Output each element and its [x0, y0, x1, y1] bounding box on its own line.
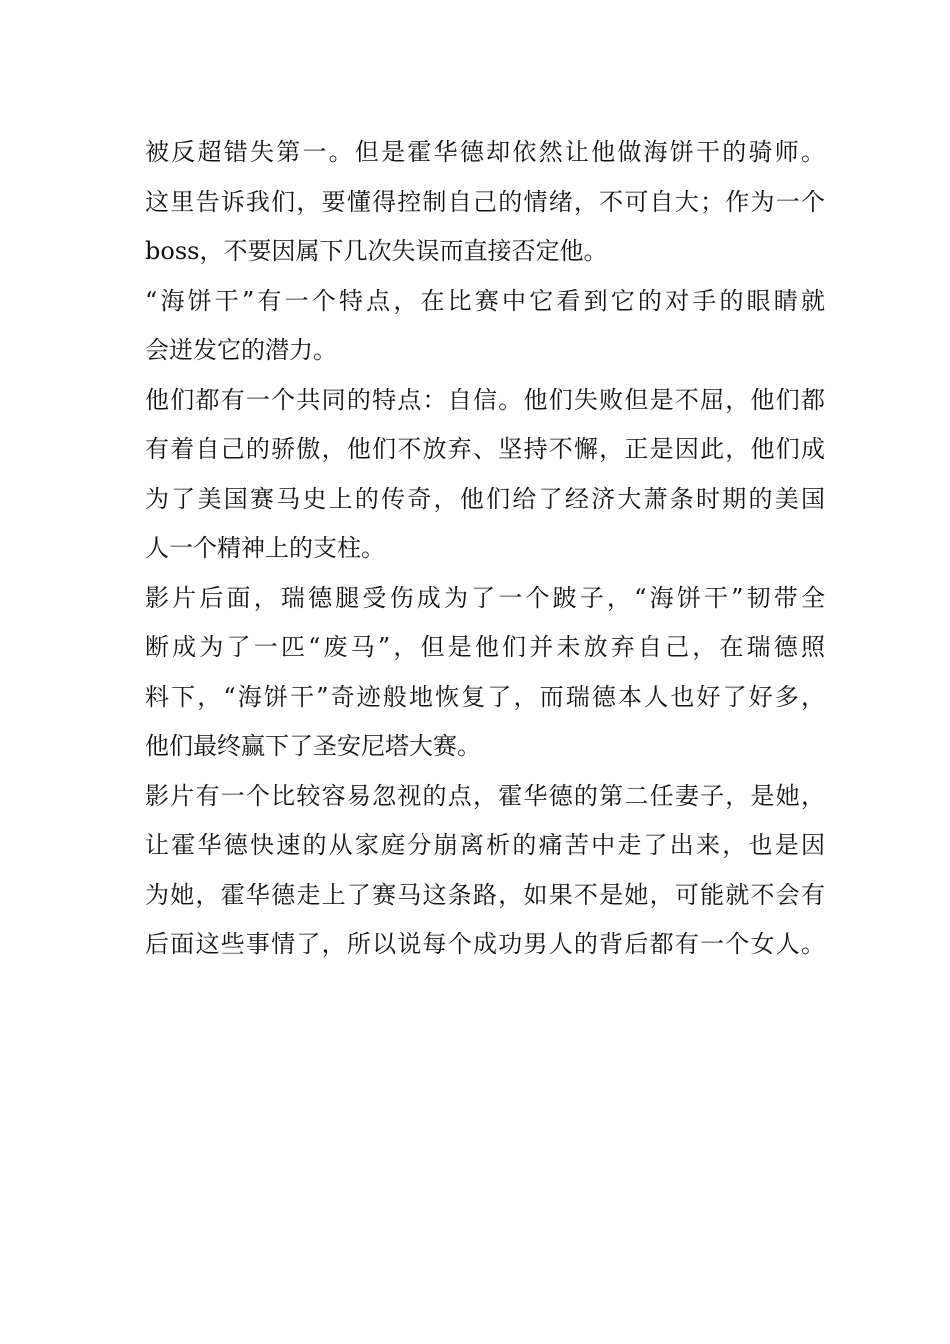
text-line: 后面这些事情了，所以说每个成功男人的背后都有一个女人。	[145, 930, 825, 958]
text-line: 让霍华德快速的从家庭分崩离析的痛苦中走了出来，也是因	[145, 831, 825, 859]
text-line: 人一个精神上的支柱。	[145, 534, 385, 562]
text-line: “海饼干”有一个特点，在比赛中它看到它的对手的眼睛就	[145, 286, 825, 315]
text-line: 影片后面，瑞德腿受伤成为了一个跛子，“海饼干”韧带全	[145, 583, 825, 612]
text-line: 影片有一个比较容易忽视的点，霍华德的第二任妻子，是她，	[145, 781, 825, 810]
body-text	[145, 128, 825, 970]
text-line: boss，不要因属下几次失误而直接否定他。	[145, 237, 608, 265]
text-line: 料下，“海饼干”奇迹般地恢复了，而瑞德本人也好了好多，	[145, 682, 825, 711]
text-line: 他们最终赢下了圣安尼塔大赛。	[145, 732, 481, 760]
text-line: 有着自己的骄傲，他们不放弃、坚持不懈，正是因此，他们成	[145, 435, 825, 463]
text-line: 他们都有一个共同的特点：自信。他们失败但是不屈，他们都	[145, 385, 825, 414]
text-line: 为了美国赛马史上的传奇，他们给了经济大萧条时期的美国	[145, 484, 825, 513]
text-line: 被反超错失第一。但是霍华德却依然让他做海饼干的骑师。	[145, 138, 825, 166]
text-line: 断成为了一匹“废马”，但是他们并未放弃自己，在瑞德照	[145, 633, 825, 661]
text-line: 会迸发它的潜力。	[145, 336, 337, 364]
text-line: 为她，霍华德走上了赛马这条路，如果不是她，可能就不会有	[145, 880, 825, 909]
text-line: 这里告诉我们，要懂得控制自己的情绪，不可自大；作为一个	[145, 187, 825, 216]
